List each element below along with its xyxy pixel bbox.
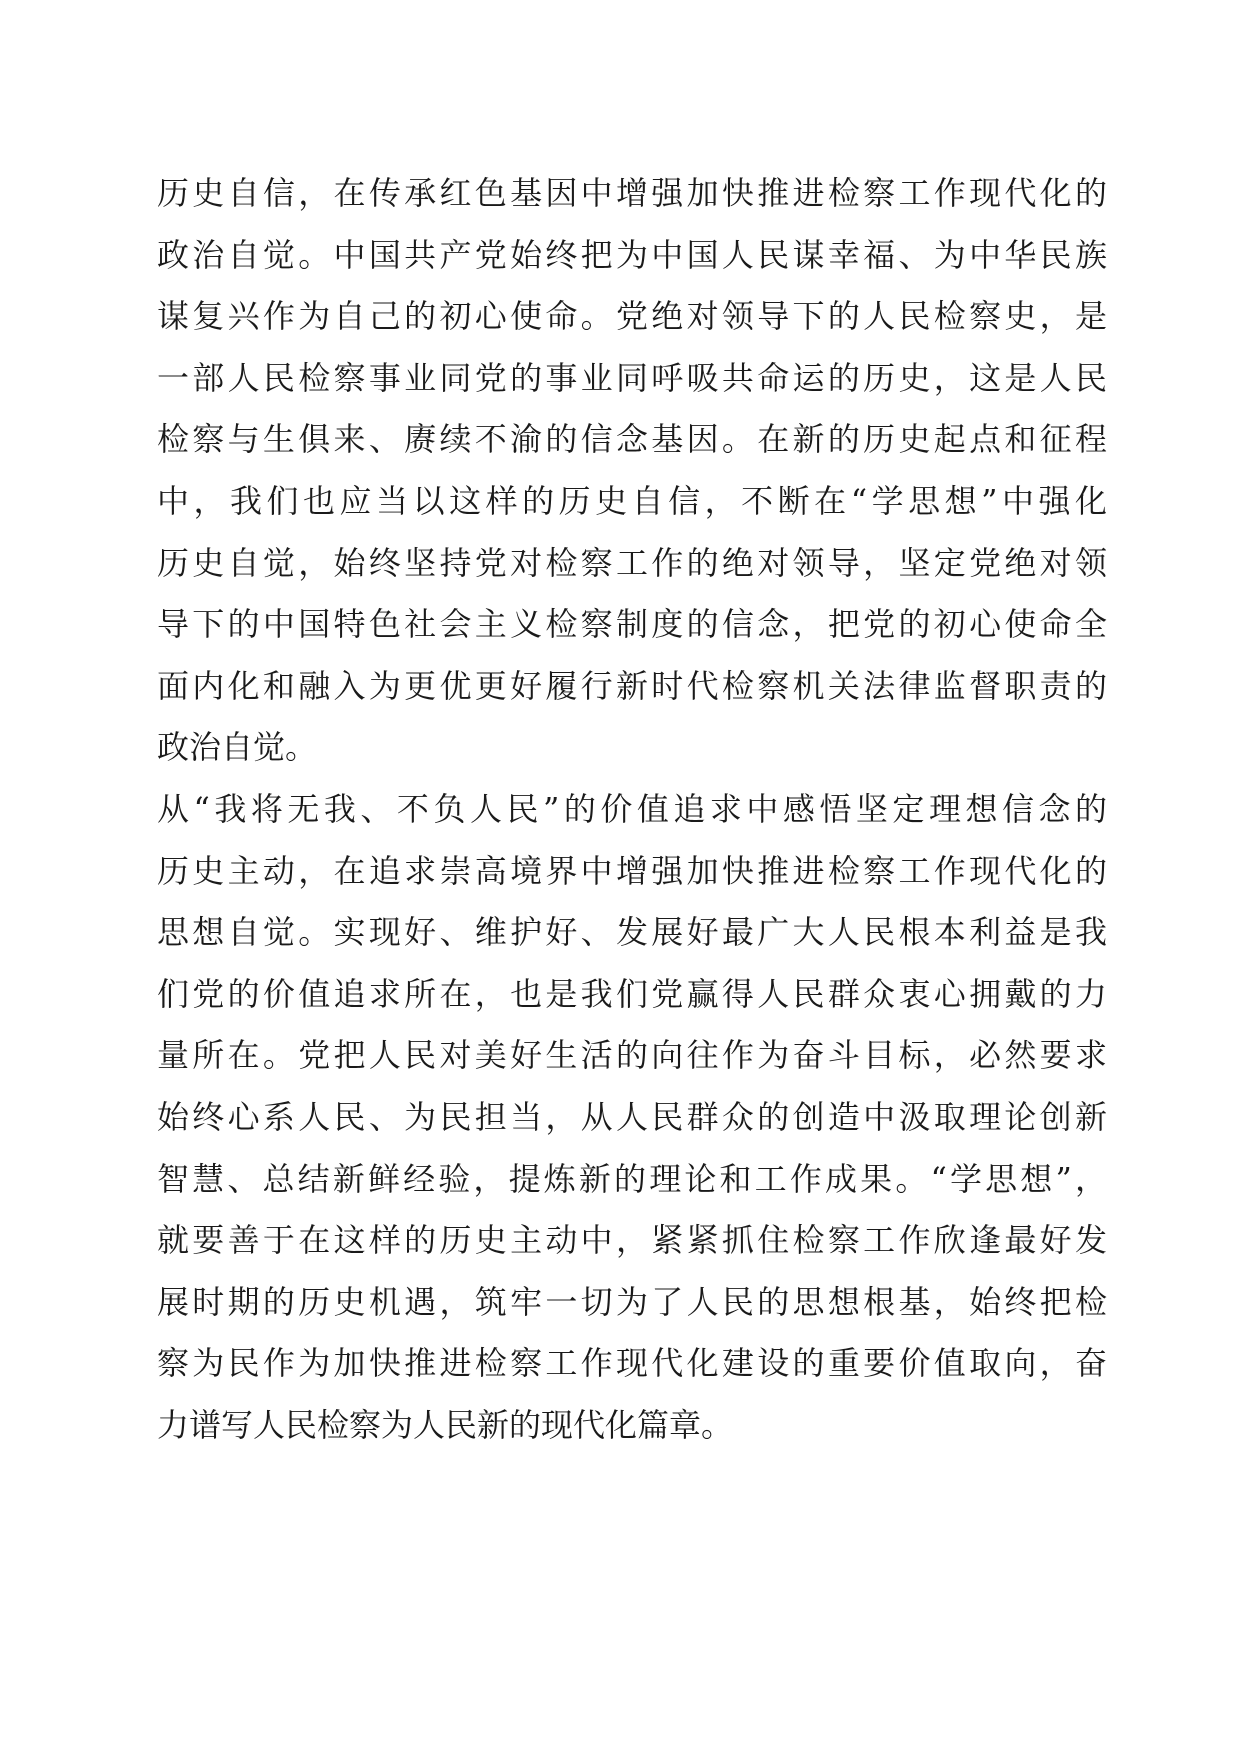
text-line: 察为民作为加快推进检察工作现代化建设的重要价值取向，奋 <box>157 1344 1107 1383</box>
text-line: 展时期的历史机遇，筑牢一切为了人民的思想根基，始终把检 <box>157 1282 1107 1321</box>
text-line: 历史主动，在追求崇高境界中增强加快推进检察工作现代化的 <box>157 851 1107 890</box>
text-line: 从“我将无我、不负人民”的价值追求中感悟坚定理想信念的 <box>157 789 1107 828</box>
text-line: 谋复兴作为自己的初心使命。党绝对领导下的人民检察史，是 <box>157 297 1107 336</box>
paragraph-2 <box>157 779 1107 1457</box>
paragraph-1 <box>157 163 1107 779</box>
text-line: 量所在。党把人民对美好生活的向往作为奋斗目标，必然要求 <box>157 1036 1107 1075</box>
text-line: 检察与生俱来、赓续不渝的信念基因。在新的历史起点和征程 <box>157 420 1107 459</box>
text-line: 历史自觉，始终坚持党对检察工作的绝对领导，坚定党绝对领 <box>157 543 1107 582</box>
text-line: 们党的价值追求所在，也是我们党赢得人民群众衷心拥戴的力 <box>157 974 1107 1013</box>
text-line: 导下的中国特色社会主义检察制度的信念，把党的初心使命全 <box>157 605 1107 644</box>
text-line: 历史自信，在传承红色基因中增强加快推进检察工作现代化的 <box>157 174 1107 212</box>
text-line: 始终心系人民、为民担当，从人民群众的创造中汲取理论创新 <box>157 1097 1107 1136</box>
text-line: 中，我们也应当以这样的历史自信，不断在“学思想”中强化 <box>157 481 1107 520</box>
document-body <box>157 163 1107 1456</box>
text-line: 力谱写人民检察为人民新的现代化篇章。 <box>157 1405 734 1444</box>
text-line: 政治自觉。 <box>157 728 318 767</box>
text-line: 就要善于在这样的历史主动中，紧紧抓住检察工作欣逢最好发 <box>157 1221 1107 1260</box>
text-line: 政治自觉。中国共产党始终把为中国人民谋幸福、为中华民族 <box>157 235 1107 274</box>
text-line: 一部人民检察事业同党的事业同呼吸共命运的历史，这是人民 <box>157 358 1107 397</box>
text-line: 智慧、总结新鲜经验，提炼新的理论和工作成果。“学思想”， <box>157 1159 1107 1198</box>
text-line: 思想自觉。实现好、维护好、发展好最广大人民根本利益是我 <box>157 913 1107 952</box>
text-line: 面内化和融入为更优更好履行新时代检察机关法律监督职责的 <box>157 666 1107 705</box>
